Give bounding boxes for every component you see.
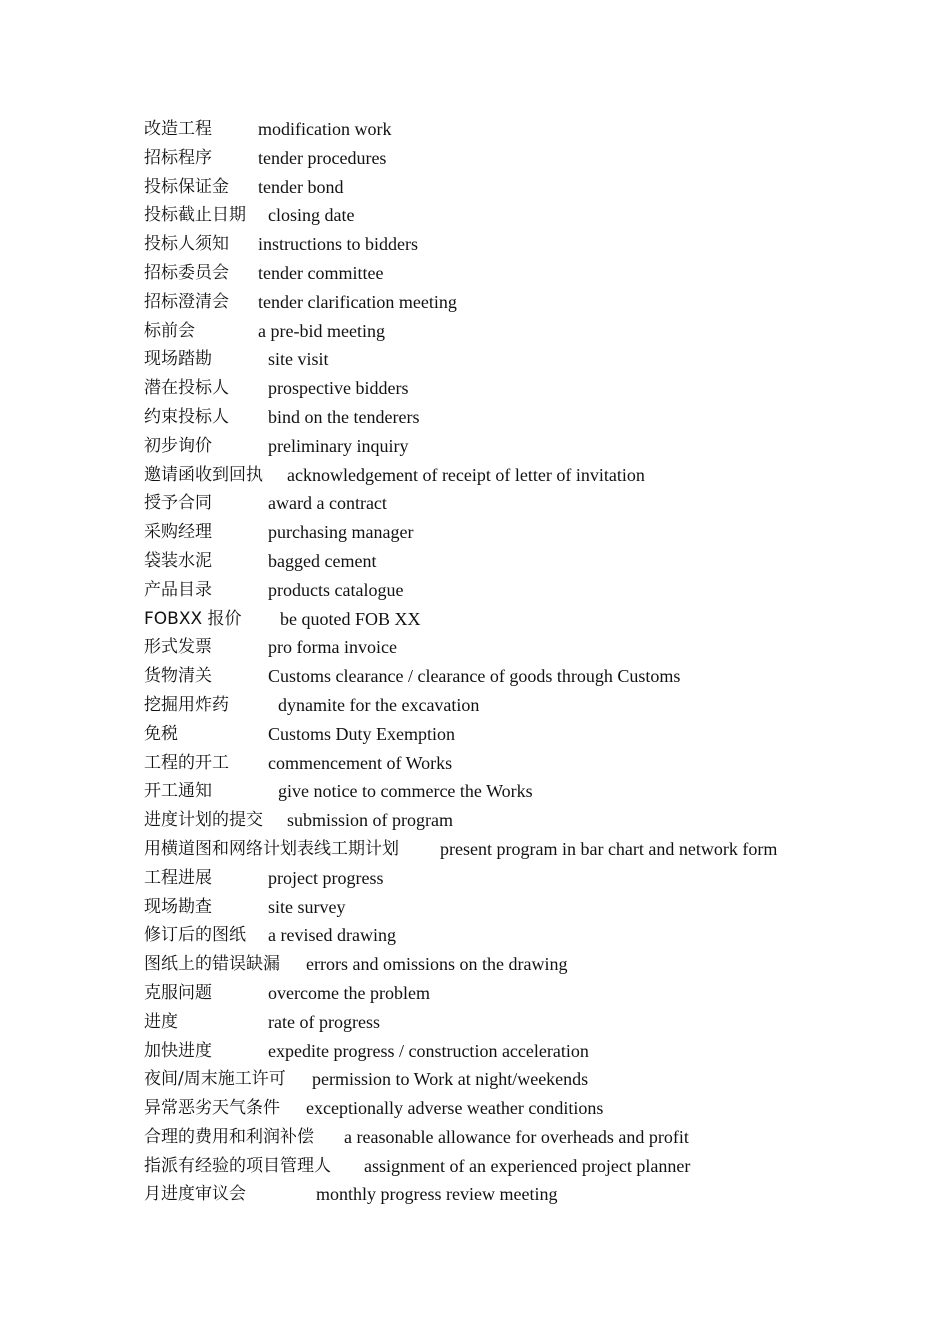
chinese-term: 修订后的图纸 xyxy=(144,925,246,946)
chinese-term: 约束投标人 xyxy=(144,406,229,427)
glossary-entry xyxy=(144,1094,924,1123)
english-term: preliminary inquiry xyxy=(268,435,409,456)
chinese-term: 初步询价 xyxy=(144,435,212,456)
chinese-term: 采购经理 xyxy=(144,522,212,543)
chinese-term: 挖掘用炸药 xyxy=(144,694,229,715)
glossary-entry xyxy=(144,806,924,835)
english-term: commencement of Works xyxy=(268,752,453,773)
glossary-entry xyxy=(144,345,924,374)
english-term: modification work xyxy=(258,119,392,139)
chinese-term: 合理的费用和利润补偿 xyxy=(144,1126,314,1147)
chinese-term: 克服问题 xyxy=(144,982,212,1003)
glossary-entry xyxy=(144,777,924,806)
chinese-term: 投标保证金 xyxy=(144,176,229,197)
chinese-term: 授予合同 xyxy=(144,493,212,514)
english-term: award a contract xyxy=(268,493,387,514)
glossary-entry xyxy=(144,605,924,634)
chinese-term: 邀请函收到回执 xyxy=(144,464,263,485)
chinese-term: 投标截止日期 xyxy=(144,205,246,226)
glossary-entry xyxy=(144,288,924,317)
glossary-entry xyxy=(144,691,924,720)
chinese-term: 免税 xyxy=(144,723,178,744)
english-term: overcome the problem xyxy=(268,982,430,1003)
glossary-entry xyxy=(144,432,924,461)
glossary-entry xyxy=(144,1123,924,1152)
chinese-term: 招标程序 xyxy=(144,147,212,168)
chinese-term: 现场踏勘 xyxy=(144,349,212,370)
glossary-entry xyxy=(144,633,924,662)
glossary-entry xyxy=(144,547,924,576)
english-term: permission to Work at night/weekends xyxy=(312,1069,589,1090)
english-term: a pre-bid meeting xyxy=(258,320,385,341)
glossary-entry xyxy=(144,201,924,230)
chinese-term: 改造工程 xyxy=(144,119,212,139)
glossary-entry xyxy=(144,230,924,259)
glossary-entry xyxy=(144,115,924,144)
chinese-term: 指派有经验的项目管理人 xyxy=(144,1155,331,1176)
english-term: dynamite for the excavation xyxy=(278,694,480,715)
glossary-entry xyxy=(144,1008,924,1037)
glossary-entry xyxy=(144,259,924,288)
english-term: errors and omissions on the drawing xyxy=(306,954,568,975)
english-term: purchasing manager xyxy=(268,522,414,543)
english-term: rate of progress xyxy=(268,1011,380,1032)
english-term: products catalogue xyxy=(268,579,404,600)
english-term: submission of program xyxy=(287,810,453,831)
glossary-entry xyxy=(144,489,924,518)
english-term: instructions to bidders xyxy=(258,234,418,255)
glossary-entry xyxy=(144,1180,924,1209)
glossary-entry xyxy=(144,173,924,202)
english-term: bagged cement xyxy=(268,550,377,571)
chinese-term: 月进度审议会 xyxy=(144,1184,246,1205)
chinese-term: 工程进展 xyxy=(144,867,212,888)
chinese-term: FOBXX 报价 xyxy=(144,608,242,629)
english-term: acknowledgement of receipt of letter of invitation xyxy=(287,464,645,485)
glossary-entry xyxy=(144,403,924,432)
glossary-entry xyxy=(144,1065,924,1094)
english-term: monthly progress review meeting xyxy=(316,1184,558,1205)
english-term: assignment of an experienced project planner xyxy=(364,1155,691,1176)
english-term: tender procedures xyxy=(258,147,387,168)
chinese-term: 开工通知 xyxy=(144,781,212,802)
chinese-term: 袋装水泥 xyxy=(144,550,212,571)
chinese-term: 进度 xyxy=(144,1011,178,1032)
glossary-entry xyxy=(144,461,924,490)
glossary-entry xyxy=(144,720,924,749)
english-term: site visit xyxy=(268,349,329,370)
glossary-entry xyxy=(144,835,924,864)
chinese-term: 图纸上的错误缺漏 xyxy=(144,954,280,975)
glossary-list xyxy=(144,115,924,1209)
english-term: expedite progress / construction acceleration xyxy=(268,1040,589,1061)
chinese-term: 投标人须知 xyxy=(144,234,229,255)
glossary-entry xyxy=(144,1152,924,1181)
english-term: be quoted FOB XX xyxy=(280,608,421,629)
chinese-term: 异常恶劣天气条件 xyxy=(144,1098,280,1119)
glossary-entry xyxy=(144,893,924,922)
chinese-term: 潜在投标人 xyxy=(144,378,229,399)
glossary-entry xyxy=(144,864,924,893)
chinese-term: 工程的开工 xyxy=(144,752,229,773)
english-term: project progress xyxy=(268,867,384,888)
english-term: a reasonable allowance for overheads and profit xyxy=(344,1126,689,1147)
glossary-entry xyxy=(144,317,924,346)
chinese-term: 招标澄清会 xyxy=(144,291,229,312)
english-term: tender bond xyxy=(258,176,344,197)
chinese-term: 产品目录 xyxy=(144,579,212,600)
english-term: present program in bar chart and network form xyxy=(440,838,778,859)
english-term: exceptionally adverse weather conditions xyxy=(306,1098,604,1119)
glossary-entry xyxy=(144,749,924,778)
english-term: closing date xyxy=(268,205,355,226)
chinese-term: 用横道图和网络计划表线工期计划 xyxy=(144,838,399,859)
glossary-entry xyxy=(144,662,924,691)
chinese-term: 进度计划的提交 xyxy=(144,810,263,831)
english-term: site survey xyxy=(268,896,346,917)
chinese-term: 货物清关 xyxy=(144,666,212,687)
english-term: Customs Duty Exemption xyxy=(268,723,456,744)
glossary-entry xyxy=(144,950,924,979)
glossary-entry xyxy=(144,144,924,173)
glossary-entry xyxy=(144,518,924,547)
english-term: tender clarification meeting xyxy=(258,291,457,312)
glossary-entry xyxy=(144,921,924,950)
english-term: give notice to commerce the Works xyxy=(278,781,533,802)
glossary-entry xyxy=(144,1037,924,1066)
english-term: pro forma invoice xyxy=(268,637,397,658)
english-term: a revised drawing xyxy=(268,925,396,946)
chinese-term: 加快进度 xyxy=(144,1040,212,1061)
chinese-term: 夜间/周末施工许可 xyxy=(144,1069,286,1090)
english-term: tender committee xyxy=(258,262,384,283)
english-term: prospective bidders xyxy=(268,378,409,399)
chinese-term: 标前会 xyxy=(144,320,195,341)
glossary-entry xyxy=(144,979,924,1008)
chinese-term: 招标委员会 xyxy=(144,262,229,283)
glossary-entry xyxy=(144,576,924,605)
chinese-term: 形式发票 xyxy=(144,637,212,658)
english-term: bind on the tenderers xyxy=(268,406,420,427)
chinese-term: 现场勘查 xyxy=(144,896,212,917)
glossary-entry xyxy=(144,374,924,403)
english-term: Customs clearance / clearance of goods through Customs xyxy=(268,666,681,687)
